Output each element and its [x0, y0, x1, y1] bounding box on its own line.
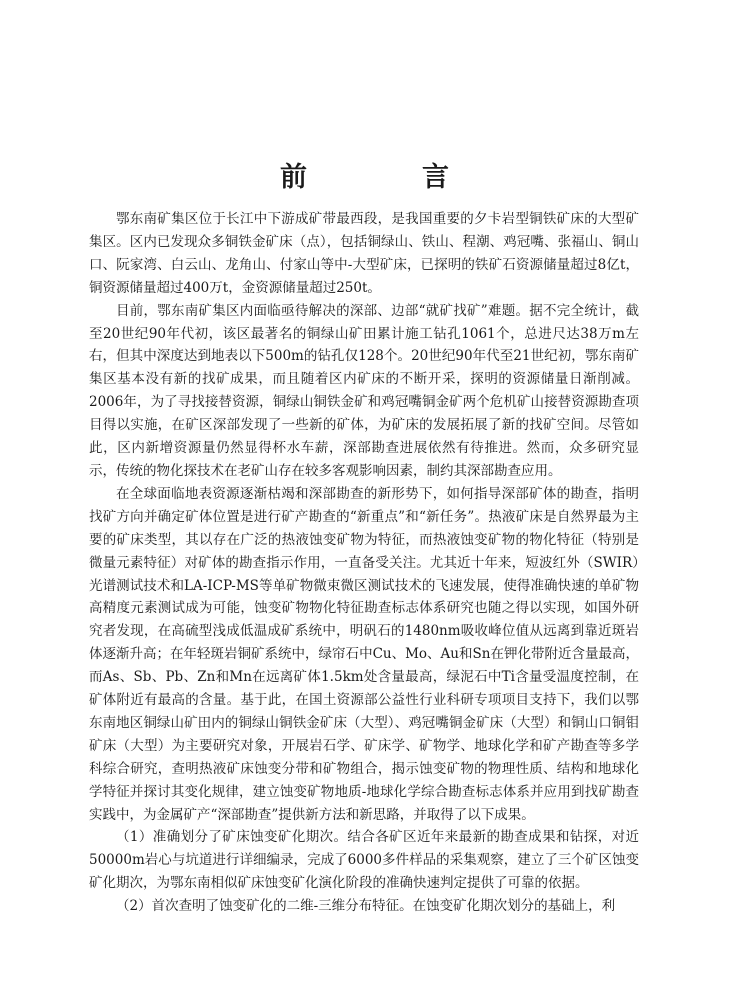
paragraph-1: 鄂东南矿集区位于长江中下游成矿带最西段，是我国重要的夕卡岩型铜铁矿床的大型矿集区。区内已发现众多铜铁金矿床（点），包括铜绿山、铁山、程潮、鸡冠嘴、张福山、铜山口、阮家湾、白云山、龙角山、付家山等中-大型矿床，已探明的铁矿石资源储量超过8亿t，铜资源储量超过400万t，金资源储量超过250t。 [89, 211, 639, 296]
paragraph-3: 在全球面临地表资源逐渐枯竭和深部勘查的新形势下，如何指导深部矿体的勘查，指明找矿方向并确定矿体位置是进行矿产勘查的“新重点”和“新任务”。热液矿床是自然界最为主要的矿床类型，其以存在广泛的热液蚀变矿物为特征，而热液蚀变矿物的物化特征（特别是微量元素特征）对矿体的勘查指示作用，一直备受关注。尤其近十年来，短波红外（SWIR）光谱测试技术和LA-ICP-MS等单矿物微束微区测试技术的飞速发展，使得准确快速的单矿物高精度元素测试成为可能，蚀变矿物物化特征勘查标志体系研究也随之得以实现，如国外研究者发现，在高硫型浅成低温成矿系统中，明矾石的1480nm吸收峰位值从远离到靠近斑岩体逐渐升高；在年轻斑岩铜矿系统中，绿帘石中Cu、Mo、Au和Sn在钾化带附近含量最高，而As、Sb、Pb、Zn和Mn在远离矿体1.5km处含量最高，绿泥石中Ti含量受温度控制，在矿体附近有最高的含量。基于此，在国土资源部公益性行业科研专项项目支持下，我们以鄂东南地区铜绿山矿田内的铜绿山铜铁金矿床（大型）、鸡冠嘴铜金矿床（大型）和铜山口铜钼矿床（大型）为主要研究对象，开展岩石学、矿床学、矿物学、地球化学和矿产勘查等多学科综合研究，查明热液矿床蚀变分带和矿物组合，揭示蚀变矿物的物理性质、结构和地球化学特征并探讨其变化规律，建立蚀变矿物地质-地球化学综合勘查标志体系并应用到找矿勘查实践中，为金属矿产“深部勘查”提供新方法和新思路，并取得了以下成果。 [89, 485, 639, 823]
paragraph-2: 目前，鄂东南矿集区内面临亟待解决的深部、边部“就矿找矿”难题。据不完全统计，截至20世纪90年代初，该区最著名的铜绿山矿田累计施工钻孔1061个，总进尺达38万m左右，但其中深度达到地表以下500m的钻孔仅128个。20世纪90年代至21世纪初，鄂东南矿集区基本没有新的找矿成果，而且随着区内矿床的不断开采，探明的资源储量日渐削减。2006年，为了寻找接替资源，铜绿山铜铁金矿和鸡冠嘴铜金矿两个危机矿山接替资源勘查项目得以实施，在矿区深部发现了一些新的矿体，为矿床的发展拓展了新的找矿空间。尽管如此，区内新增资源量仍然显得杯水车薪，深部勘查进展依然有待推进。然而，众多研究显示，传统的物化探技术在老矿山存在较多客观影响因素，制约其深部勘查应用。 [89, 302, 639, 479]
page-title: 前 言 [280, 162, 493, 193]
body-text [89, 208, 639, 918]
paragraph-4: （1）准确划分了矿床蚀变矿化期次。结合各矿区近年来最新的勘查成果和钻探，对近50000m岩心与坑道进行详细编录，完成了6000多件样品的采集观察，建立了三个矿区蚀变矿化期次，为鄂东南相似矿床蚀变矿化演化阶段的准确快速判定提供了可靠的依据。 [89, 829, 639, 892]
paragraph-5: （2）首次查明了蚀变矿化的二维-三维分布特征。在蚀变矿化期次划分的基础上，利 [116, 898, 616, 915]
